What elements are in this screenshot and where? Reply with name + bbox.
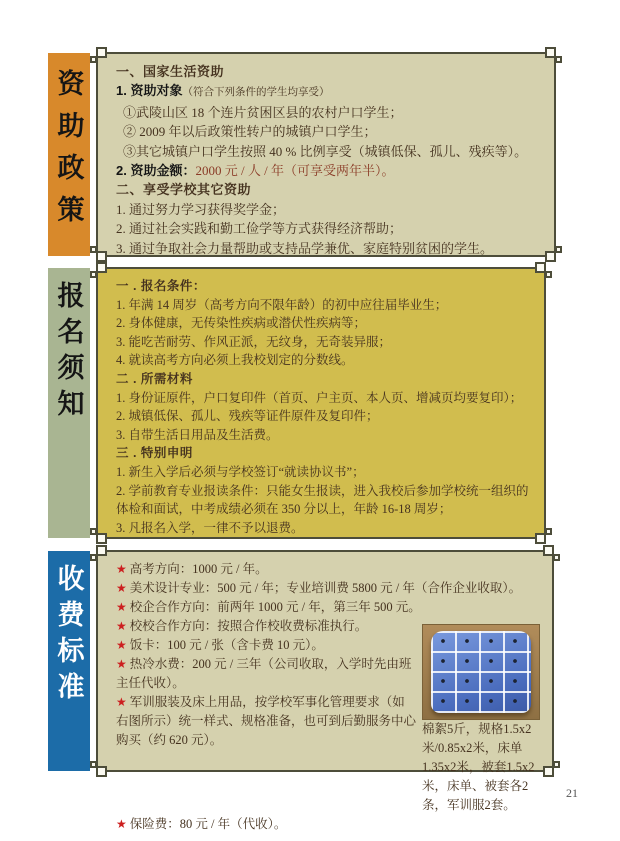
funding-amount-line (116, 161, 546, 180)
star-icon: ★ (116, 600, 127, 614)
corner-ornament-icon (90, 545, 106, 561)
funding-target-label: 1. 资助对象 (116, 83, 183, 99)
enrollment-note: 1. 新生入学后必须与学校签订“就读协议书”； (116, 464, 365, 479)
enrollment-heading-statement: 三 . 特别申明 (116, 446, 193, 461)
funding-other-item: 2. 通过社会实践和勤工俭学等方式获得经济帮助； (116, 221, 403, 237)
bedding-photo (422, 624, 540, 720)
fee-item-text: 美术设计专业：500 元 / 年；专业培训费 5800 元 / 年（合作企业收取）。 (129, 581, 522, 595)
tab-funding-policy-label: 资助政策 (53, 69, 84, 237)
enrollment-material: 1. 身份证原件，户口复印件（首页、户主页、本人页、增减页均要复印）； (116, 390, 523, 405)
fee-standards-content (98, 552, 552, 831)
fee-item (116, 617, 416, 636)
fee-item-text: 饭卡：100 元 / 张（含卡费 10 元）。 (129, 638, 324, 652)
corner-ornament-icon (546, 47, 562, 63)
corner-ornament-icon (536, 262, 552, 278)
fees-right-column (422, 617, 544, 815)
fee-item-text: 保险费：80 元 / 年（代收）。 (129, 817, 287, 831)
enrollment-condition: 3. 能吃苦耐劳、作风正派，无纹身，无奇装异服； (116, 334, 392, 349)
page-number: 21 (566, 786, 578, 800)
funding-other-item: 3. 通过争取社会力量帮助或支持品学兼优、家庭特别贫困的学生。 (116, 240, 494, 256)
fee-item (116, 560, 544, 579)
fee-item-text: 热冷水费：200 元 / 三年（公司收取，入学时先由班主任代收）。 (116, 657, 412, 690)
tab-enrollment-notice-label: 报名须知 (53, 281, 84, 425)
enrollment-notice-content (98, 269, 544, 537)
corner-ornament-icon (90, 761, 106, 777)
enrollment-material: 3. 自带生活日用品及生活费。 (116, 427, 279, 442)
funding-amount-value: 2000 元 / 人 / 年（可享受两年半）。 (195, 163, 395, 179)
bedding-photo-caption: 棉絮5斤，规格1.5x2米/0.85x2米，床单1.35x2米，被套1.5x2米，床单、被套各2条，军训服2套。 (422, 722, 535, 812)
tab-funding-policy (48, 53, 90, 256)
funding-other-item: 1. 通过努力学习获得奖学金； (116, 201, 286, 217)
star-icon: ★ (116, 562, 127, 576)
enrollment-condition: 4. 就读高考方向必须上我校划定的分数线。 (116, 353, 354, 368)
corner-ornament-icon (90, 47, 106, 63)
fees-left-column (116, 617, 422, 750)
fee-item-text: 校校合作方向：按照合作校收费标准执行。 (129, 619, 368, 633)
fee-item (116, 815, 544, 834)
corner-ornament-icon (90, 246, 106, 262)
tab-enrollment-notice (48, 268, 90, 538)
enrollment-condition: 1. 年满 14 周岁（高考方向不限年龄）的初中应往届毕业生； (116, 297, 448, 312)
enrollment-material: 2. 城镇低保、孤儿、残疾等证件原件及复印件； (116, 409, 379, 424)
funding-policy-box (96, 52, 556, 257)
enrollment-notice-box (96, 267, 546, 539)
enrollment-note: 3. 凡报名入学，一律不予以退费。 (116, 520, 304, 535)
corner-ornament-icon (90, 262, 106, 278)
fee-item (116, 693, 416, 750)
corner-ornament-icon (544, 545, 560, 561)
star-icon: ★ (116, 581, 127, 595)
star-icon: ★ (116, 638, 127, 652)
funding-target-item: ③其它城镇户口学生按照 40 % 比例享受（城镇低保、孤儿、残疾等）。 (123, 143, 528, 159)
fee-item-text: 高考方向：1000 元 / 年。 (129, 562, 268, 576)
fee-item-text: 军训服装及床上用品，按学校军事化管理要求（如右图所示）统一样式、规格准备，也可到后勤服务中心购买（约 620 元）。 (116, 695, 417, 747)
funding-target-item: ② 2009 年以后政策性转户的城镇户口学生； (123, 124, 377, 140)
funding-heading-school: 二、享受学校其它资助 (116, 182, 252, 198)
fee-item (116, 655, 416, 693)
funding-target-item: ①武陵山区 18 个连片贫困区县的农村户口学生； (123, 104, 403, 120)
star-icon: ★ (116, 817, 127, 831)
fee-item-text: 校企合作方向：前两年 1000 元 / 年，第三年 500 元。 (129, 600, 421, 614)
funding-policy-content (98, 54, 554, 255)
fee-item (116, 579, 544, 598)
star-icon: ★ (116, 619, 127, 633)
fee-standards-box (96, 550, 554, 831)
funding-target-line (116, 81, 546, 102)
corner-ornament-icon (546, 246, 562, 262)
corner-ornament-icon (90, 528, 106, 544)
funding-heading-national: 一、国家生活资助 (116, 64, 225, 79)
quilt-image (431, 631, 531, 713)
tab-fee-standards (48, 551, 90, 771)
star-icon: ★ (116, 657, 127, 671)
enrollment-note: 2. 学前教育专业报读条件：只能女生报读，进入我校后参加学校统一组织的体检和面试，中考成绩必须在 350 分以上，年龄 16-18 周岁； (116, 483, 529, 517)
corner-ornament-icon (536, 528, 552, 544)
funding-amount-label: 2. 资助金额： (116, 163, 196, 179)
corner-ornament-icon (544, 761, 560, 777)
tab-fee-standards-label: 收费标准 (53, 564, 84, 708)
fee-item (116, 598, 544, 617)
enrollment-condition: 2. 身体健康，无传染性疾病或潜伏性疾病等； (116, 316, 367, 331)
fees-row-with-photo (116, 617, 544, 815)
star-icon: ★ (116, 695, 127, 709)
funding-target-note: （符合下列条件的学生均享受） (182, 87, 330, 99)
enrollment-heading-materials: 二 . 所需材料 (116, 371, 193, 386)
enrollment-heading-conditions: 一 . 报名条件： (116, 279, 206, 293)
fee-item (116, 636, 416, 655)
